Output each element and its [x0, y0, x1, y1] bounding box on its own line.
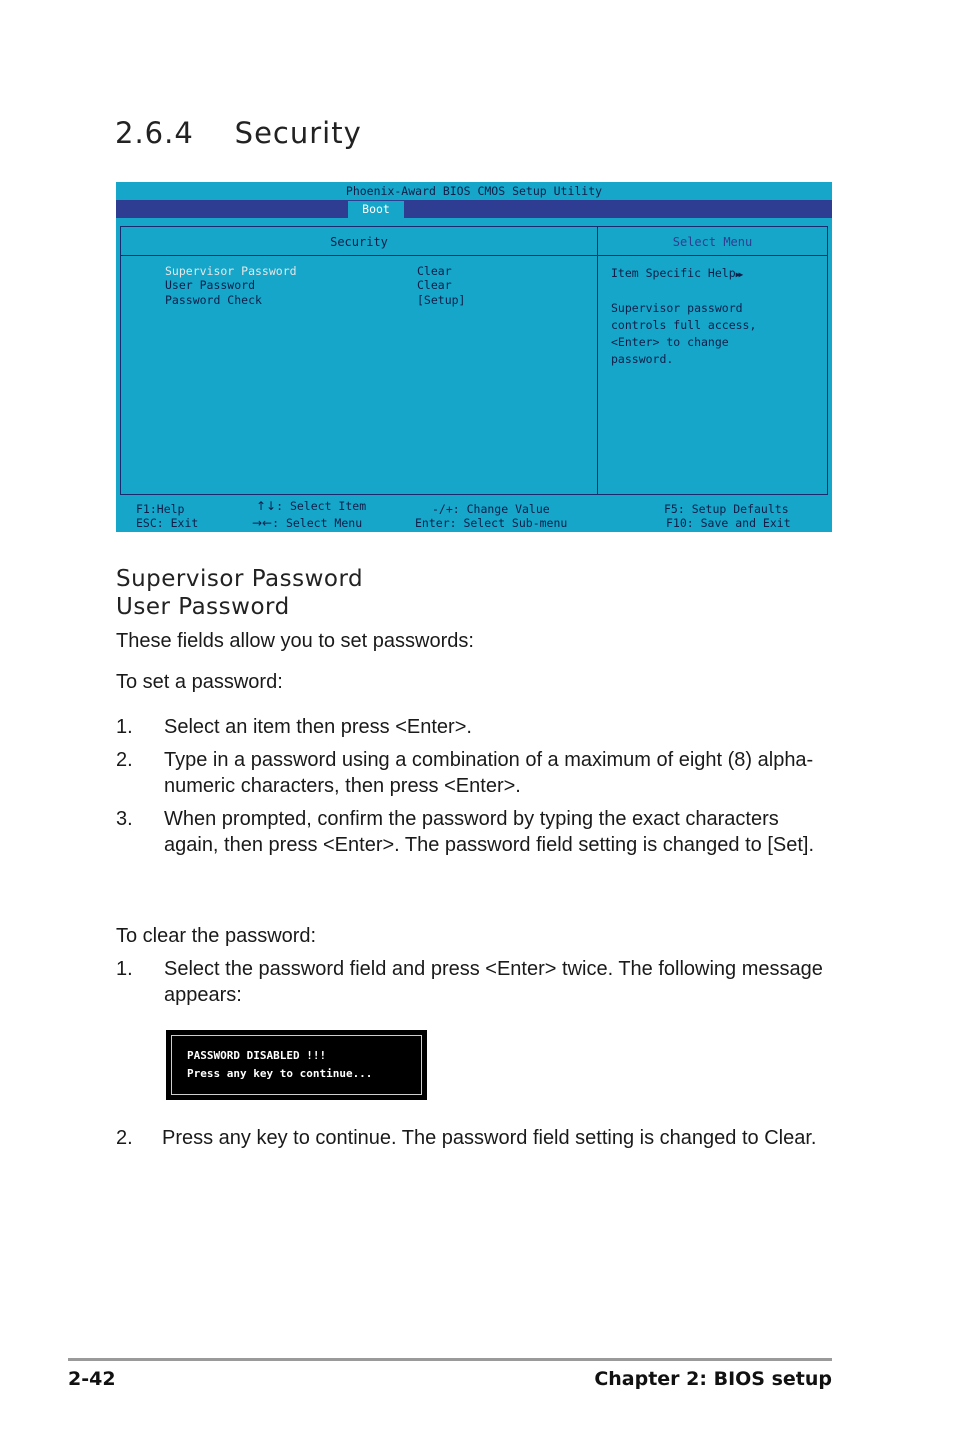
footer-rule [68, 1358, 832, 1361]
key-leftright-label: : Select Menu [272, 516, 363, 530]
item-password-check[interactable] [165, 293, 466, 308]
key-change: -/+: Change Value [432, 502, 550, 516]
bios-panel [120, 226, 828, 495]
password-disabled-message [166, 1030, 427, 1100]
key-f10: F10: Save and Exit [666, 516, 791, 530]
step-number: 2. [116, 749, 133, 771]
security-items [121, 256, 598, 494]
tab-boot[interactable]: Boot [348, 201, 404, 218]
help-line: password. [611, 352, 674, 366]
key-esc: ESC: Exit [136, 516, 199, 530]
security-header: Security [121, 227, 598, 256]
key-legend [116, 499, 832, 532]
page-number: 2-42 [68, 1368, 116, 1390]
heading-user-password: User Password [116, 594, 290, 620]
bios-menubar [116, 200, 832, 218]
step-number: 1. [116, 958, 133, 980]
set-password-title: To set a password: [116, 671, 283, 693]
step-number: 1. [116, 716, 133, 738]
item-value: Clear [417, 264, 452, 278]
key-updown-label: : Select Item [276, 499, 367, 513]
step-number: 2. [116, 1127, 133, 1149]
step-text: Type in a password using a combination of a maximum of eight (8) alpha-numeric characters, then press <Enter>. [164, 749, 814, 797]
message-line: PASSWORD DISABLED !!! [187, 1049, 327, 1062]
bios-title: Phoenix-Award BIOS CMOS Setup Utility [345, 184, 603, 198]
message-line: Press any key to continue... [187, 1067, 373, 1080]
clear-password-title: To clear the password: [116, 925, 317, 947]
step-text: Select an item then press <Enter>. [164, 716, 472, 738]
right-left-arrow-icon: →← [252, 516, 273, 530]
help-line: controls full access, [611, 318, 757, 332]
up-down-arrow-icon: ↑↓ [256, 499, 277, 513]
step-number: 3. [116, 808, 133, 830]
step-text: When prompted, confirm the password by typing the exact characters again, then press <Enter>. The password field setting is changed to [Set]. [164, 808, 815, 856]
item-label: Supervisor Password [165, 264, 297, 278]
step-text: Press any key to continue. The password field setting is changed to Clear. [162, 1127, 817, 1149]
item-supervisor-password[interactable] [165, 264, 452, 279]
select-menu-header: Select Menu [598, 227, 827, 256]
help-title: Item Specific Help [611, 266, 736, 280]
item-value: Clear [417, 278, 452, 292]
item-help [611, 265, 756, 368]
double-arrow-icon: ▶▶ [735, 270, 742, 279]
heading-supervisor-password: Supervisor Password [116, 566, 364, 592]
key-f5: F5: Setup Defaults [664, 502, 789, 516]
key-f1: F1:Help [136, 502, 185, 516]
item-value: [Setup] [417, 293, 466, 307]
item-user-password[interactable] [165, 278, 452, 293]
key-enter: Enter: Select Sub-menu [415, 516, 568, 530]
item-label: User Password [165, 278, 256, 292]
chapter-title: Chapter 2: BIOS setup [594, 1368, 832, 1390]
bios-screen [116, 182, 832, 532]
step-text: Select the password field and press <Enter> twice. The following message appears: [164, 958, 823, 1006]
item-label: Password Check [165, 293, 262, 307]
help-line: Supervisor password [611, 301, 743, 315]
help-line: <Enter> to change [611, 335, 729, 349]
section-title: 2.6.4 Security [115, 116, 362, 150]
intro-text: These fields allow you to set passwords: [116, 630, 474, 652]
